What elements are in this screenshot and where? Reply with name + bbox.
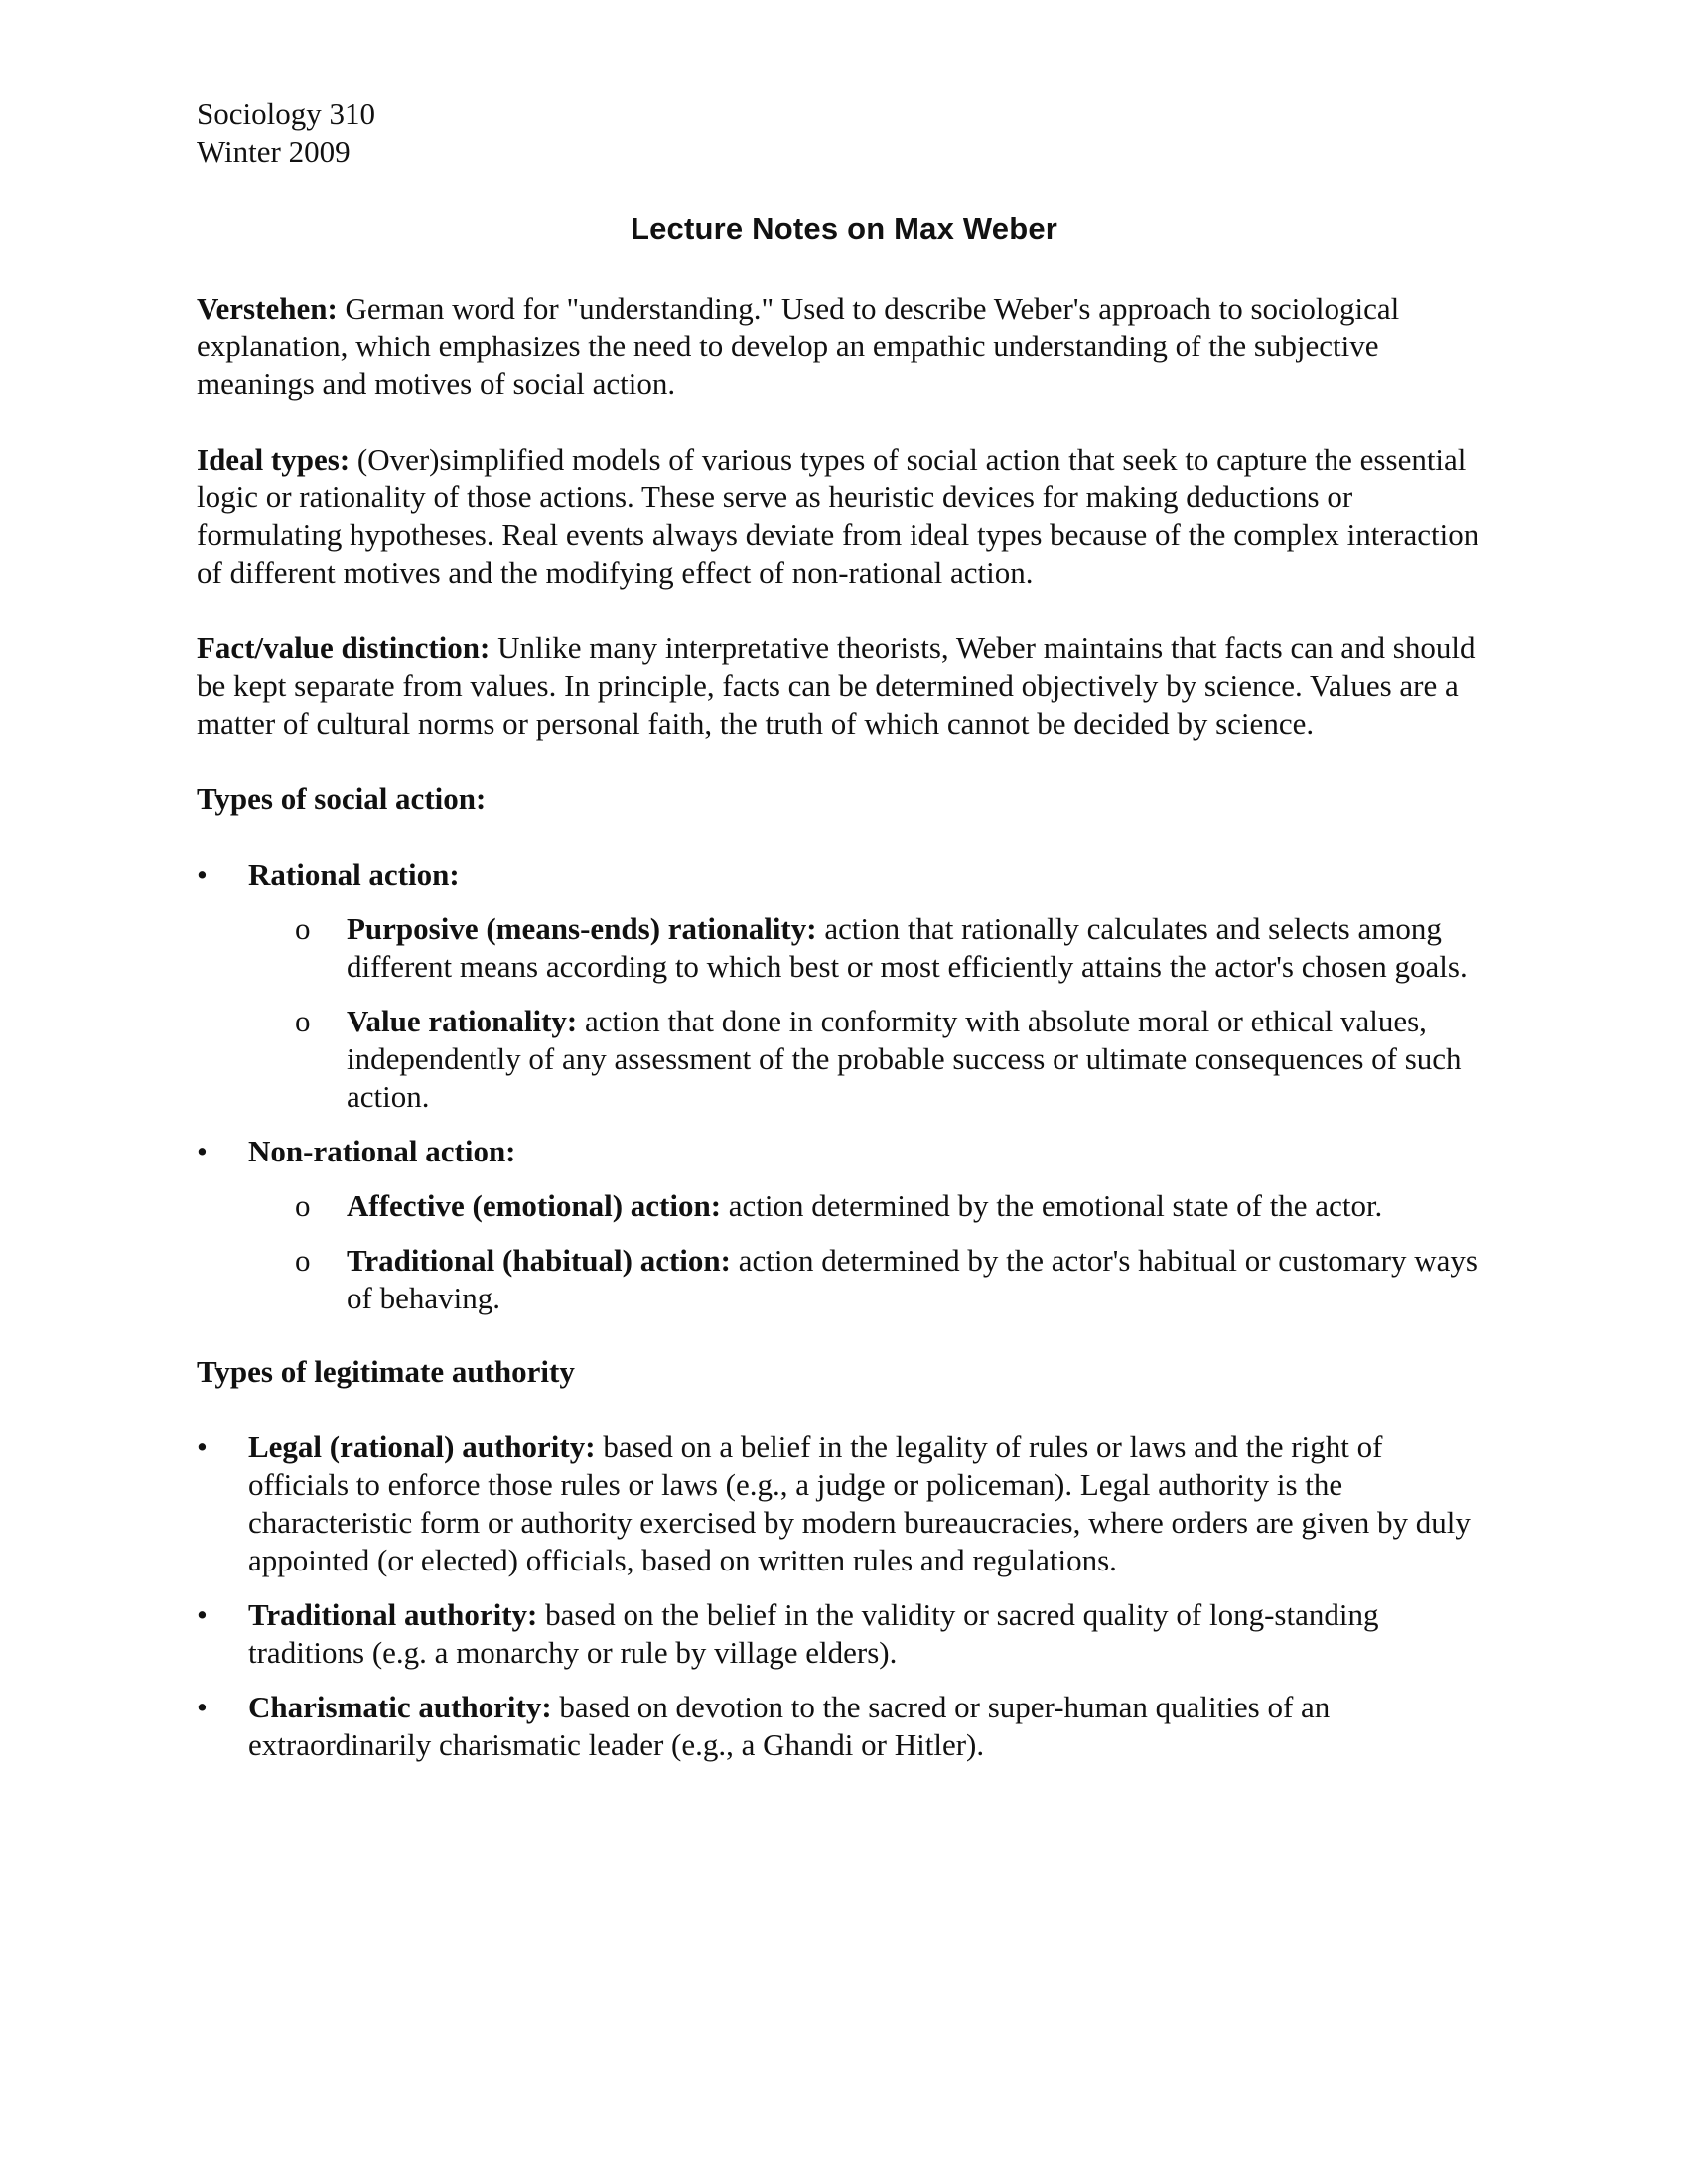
definition-ideal-types [197, 441, 1487, 592]
sub-item-term: Traditional (habitual) action: [347, 1243, 731, 1278]
course-name: Sociology 310 [197, 96, 375, 131]
circle-bullet-icon: o [295, 1004, 311, 1038]
definition-term: Ideal types: [197, 442, 351, 477]
bullet-icon: • [197, 1597, 208, 1632]
list-item-nonrational-action [197, 1133, 1487, 1317]
circle-bullet-icon: o [295, 911, 311, 946]
sub-item-text: action that rationally calculates and selects among different means according to which best or most efficiently attains the actor's chosen goals. [347, 911, 1468, 984]
list-item-term: Legal (rational) authority: [248, 1430, 596, 1464]
definition-term: Verstehen: [197, 291, 338, 326]
circle-bullet-icon: o [295, 1188, 311, 1223]
list-item-text: based on a belief in the legality of rules or laws and the right of officials to enforce those rules or laws (e.g., a judge or policeman). Legal authority is the characteristic form or authority exercised by modern bureaucracies, where orders are given by duly appointed (or elected) officials, based on written rules and regulations. [248, 1430, 1471, 1577]
sub-item-term: Affective (emotional) action: [347, 1188, 722, 1223]
bullet-icon: • [197, 1134, 208, 1168]
sub-item-text: action that done in conformity with absolute moral or ethical values, independently of any assessment of the probable success or ultimate consequences of such action. [347, 1004, 1462, 1114]
course-term: Winter 2009 [197, 134, 351, 169]
list-item-text: based on devotion to the sacred or super-human qualities of an extraordinarily charismatic leader (e.g., a Ghandi or Hitler). [248, 1690, 1331, 1762]
list-item-term: Traditional authority: [248, 1597, 538, 1632]
sub-item-text: action determined by the emotional state of the actor. [721, 1188, 1383, 1223]
document-body [197, 290, 1487, 1781]
sub-item-value-rationality [248, 1003, 1487, 1116]
bullet-icon: • [197, 1430, 208, 1464]
definition-text: (Over)simplified models of various types of social action that seek to capture the essential logic or rationality of those actions. These serve as heuristic devices for making deductions or formulating hypotheses. Real events always deviate from ideal types because of the complex interaction of different motives and the modifying effect of non-rational action. [197, 442, 1479, 590]
definition-fact-value [197, 629, 1487, 743]
course-header [197, 95, 375, 171]
spacer [197, 1334, 1487, 1353]
list-item-text: based on the belief in the validity or sacred quality of long-standing traditions (e.g. a monarchy or rule by village elders). [248, 1597, 1379, 1670]
rational-sublist [248, 910, 1487, 1116]
bullet-icon: • [197, 857, 208, 891]
circle-bullet-icon: o [295, 1243, 311, 1278]
nonrational-sublist [248, 1187, 1487, 1317]
definition-term: Fact/value distinction: [197, 630, 491, 665]
sub-item-text: action determined by the actor's habitual or customary ways of behaving. [347, 1243, 1477, 1315]
section-heading-social-action: Types of social action: [197, 781, 487, 816]
sub-item-purposive [248, 910, 1487, 986]
sub-item-traditional [248, 1242, 1487, 1317]
list-item-traditional-authority [197, 1596, 1487, 1672]
list-item-legal-authority [197, 1429, 1487, 1579]
list-item-rational-action [197, 856, 1487, 1116]
definition-verstehen [197, 290, 1487, 403]
sub-item-affective [248, 1187, 1487, 1225]
sub-item-term: Value rationality: [347, 1004, 578, 1038]
list-item-term: Charismatic authority: [248, 1690, 552, 1724]
bullet-icon: • [197, 1690, 208, 1724]
definition-text: Unlike many interpretative theorists, Weber maintains that facts can and should be kept separate from values. In principle, facts can be determined objectively by science. Values are a matter of cultural norms or personal faith, the truth of which cannot be decided by science. [197, 630, 1476, 741]
sub-item-term: Purposive (means-ends) rationality: [347, 911, 817, 946]
list-item-charismatic-authority [197, 1689, 1487, 1764]
page-title: Lecture Notes on Max Weber [630, 211, 1058, 246]
list-item-label: Rational action: [248, 857, 460, 891]
definition-text: German word for "understanding." Used to describe Weber's approach to sociological explanation, which emphasizes the need to develop an empathic understanding of the subjective meanings and motives of social action. [197, 291, 1400, 401]
authority-list [197, 1429, 1487, 1764]
section-heading-authority: Types of legitimate authority [197, 1354, 575, 1389]
list-item-label: Non-rational action: [248, 1134, 516, 1168]
social-action-list [197, 856, 1487, 1317]
